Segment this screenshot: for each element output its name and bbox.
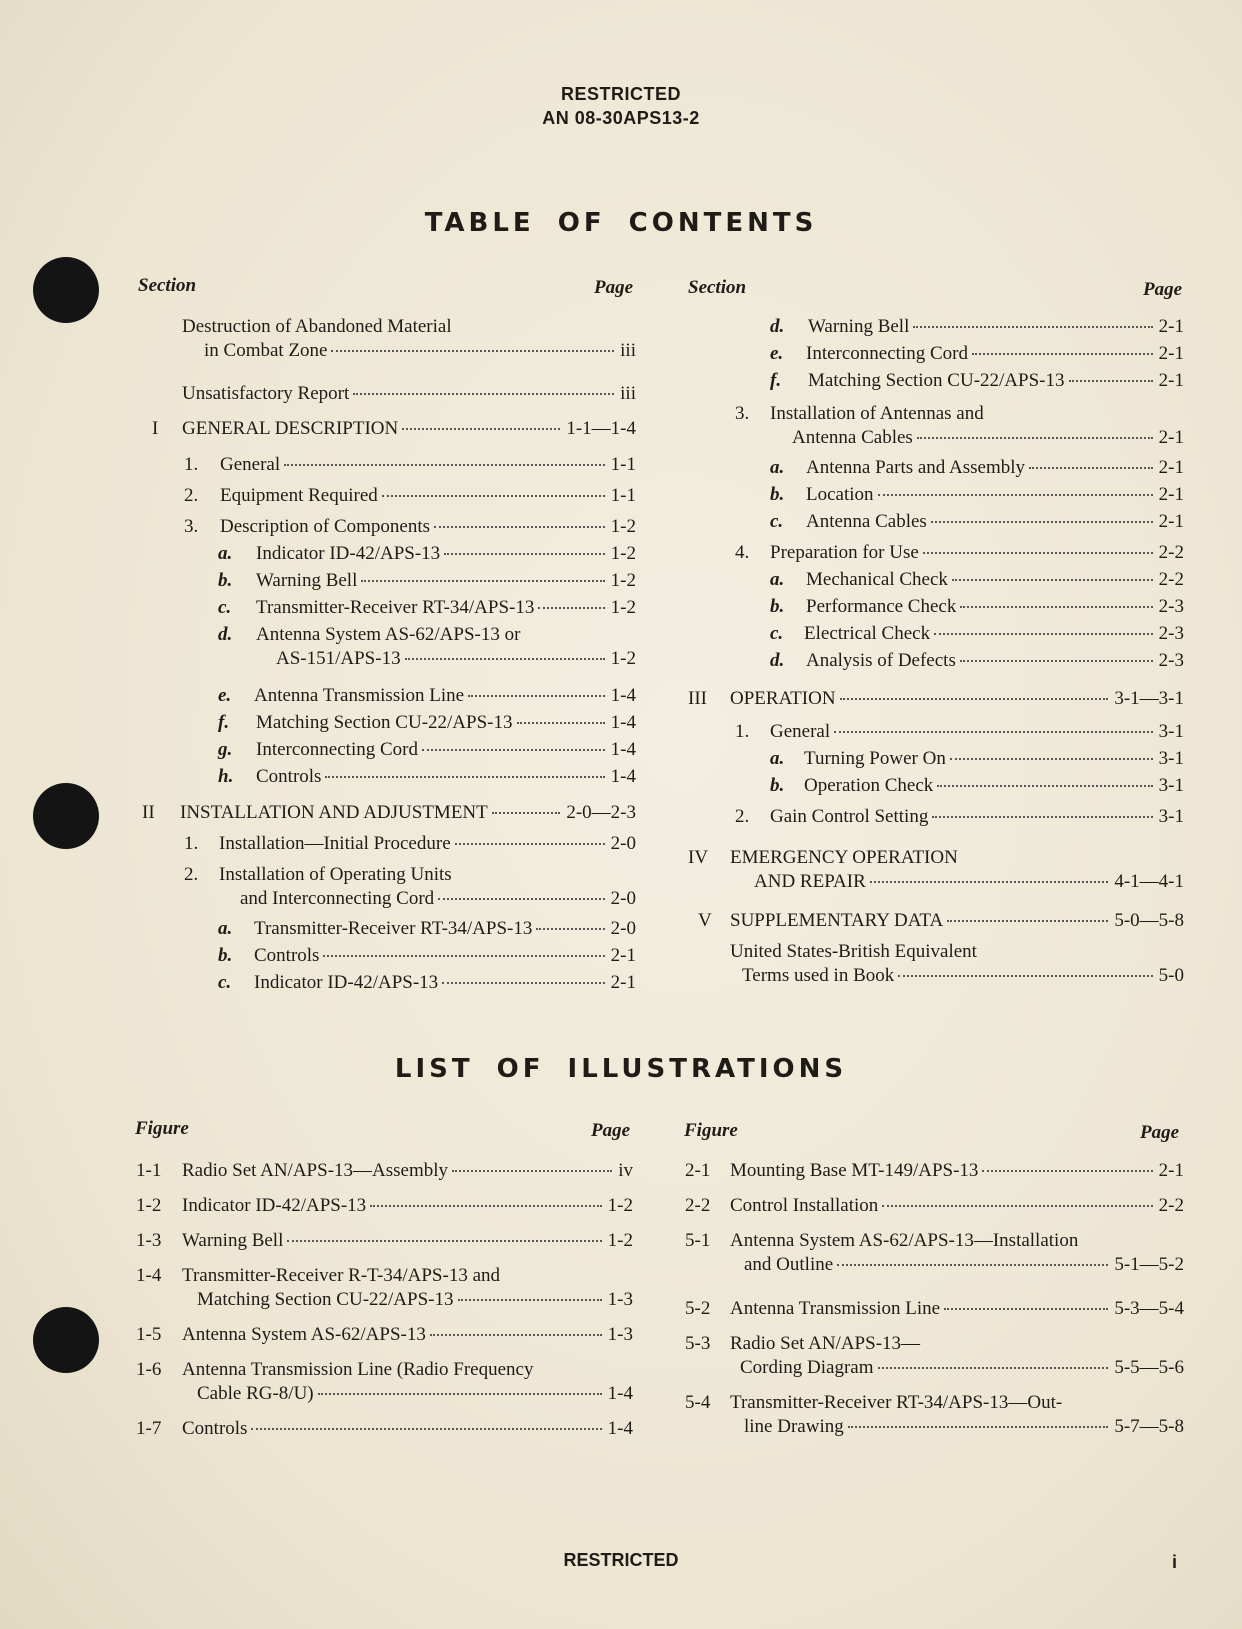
dot-leader — [468, 695, 605, 697]
toc-entry — [180, 802, 636, 824]
toc-entry — [806, 511, 1184, 533]
entry-page: 1-2 — [610, 597, 636, 618]
toc-entry — [182, 383, 636, 405]
toc-entry — [806, 650, 1184, 672]
entry-page: 1-2 — [610, 516, 636, 537]
entry-label-continued: and Outline — [744, 1254, 834, 1275]
entry-page: 5-0 — [1158, 965, 1184, 986]
toc-entry — [220, 516, 636, 538]
dot-leader — [331, 350, 614, 352]
entry-number: b. — [770, 775, 785, 796]
entry-page: 1-1—1-4 — [566, 418, 636, 439]
entry-number: 5-1 — [685, 1230, 711, 1251]
toc-entry — [197, 1383, 633, 1405]
toc-entry — [808, 370, 1184, 392]
entry-label: Matching Section CU-22/APS-13 — [808, 370, 1065, 391]
toc-entry — [204, 340, 636, 362]
entry-label: Mechanical Check — [806, 569, 948, 590]
toc-entry — [808, 316, 1184, 338]
entry-number: 2-1 — [685, 1160, 711, 1181]
toc-entry — [254, 685, 636, 707]
entry-label: GENERAL DESCRIPTION — [182, 418, 399, 439]
toc-entry — [240, 888, 636, 910]
entry-label: United States-British Equivalent — [730, 941, 977, 962]
entry-number: I — [152, 418, 159, 439]
toc-entry — [730, 1195, 1184, 1217]
entry-label: Antenna Transmission Line — [254, 685, 465, 706]
entry-number: f. — [218, 712, 230, 733]
entry-page: 2-1 — [1158, 511, 1184, 532]
entry-page: 1-2 — [610, 570, 636, 591]
entry-page: 3-1—3-1 — [1114, 688, 1184, 709]
entry-label: Controls — [256, 766, 322, 787]
entry-page: 2-0 — [610, 833, 636, 854]
entry-label: Installation of Antennas and — [770, 403, 984, 424]
dot-leader — [430, 1334, 602, 1336]
entry-number: g. — [218, 739, 233, 760]
entry-label: Indicator ID-42/APS-13 — [254, 972, 439, 993]
dot-leader — [931, 521, 1153, 523]
dot-leader — [917, 437, 1153, 439]
toc-entry — [754, 871, 1184, 893]
entry-label: Description of Components — [220, 516, 431, 537]
dot-leader — [1069, 380, 1153, 382]
entry-page: 5-0—5-8 — [1114, 910, 1184, 931]
entry-label: Operation Check — [804, 775, 934, 796]
dot-leader — [878, 1367, 1109, 1369]
entry-label: Warning Bell — [182, 1230, 284, 1251]
entry-label: Unsatisfactory Report — [182, 383, 350, 404]
dot-leader — [937, 785, 1152, 787]
toc-entry — [182, 1418, 633, 1440]
entry-page: 2-1 — [1158, 457, 1184, 478]
entry-number: c. — [770, 623, 784, 644]
entry-label-continued: AS-151/APS-13 — [276, 648, 401, 669]
toc-entry — [806, 484, 1184, 506]
entry-page: 1-4 — [610, 739, 636, 760]
entry-page: 1-2 — [607, 1230, 633, 1251]
toc-entry — [254, 918, 636, 940]
toc-entry — [744, 1254, 1184, 1276]
toc-title: TABLE OF CONTENTS — [424, 208, 818, 238]
dot-leader — [898, 975, 1152, 977]
dot-leader — [834, 731, 1153, 733]
entry-page: iv — [618, 1160, 633, 1181]
toc-entry — [792, 427, 1184, 449]
entry-page: 1-2 — [607, 1195, 633, 1216]
entry-label: Destruction of Abandoned Material — [182, 316, 452, 337]
entry-label: Matching Section CU-22/APS-13 — [256, 712, 513, 733]
toc-entry — [182, 1160, 633, 1182]
entry-label: Antenna System AS-62/APS-13—Installation — [730, 1230, 1079, 1251]
entry-page: 3-1 — [1158, 721, 1184, 742]
entry-page: 2-1 — [1158, 427, 1184, 448]
toc-entry — [276, 648, 636, 670]
dot-leader — [325, 776, 604, 778]
entry-label: OPERATION — [730, 688, 836, 709]
entry-number: a. — [770, 748, 785, 769]
entry-number: d. — [770, 316, 785, 337]
entry-number: a. — [218, 918, 233, 939]
entry-label: Antenna System AS-62/APS-13 — [182, 1324, 426, 1345]
entry-page: 1-2 — [610, 648, 636, 669]
entry-page: 1-4 — [607, 1418, 633, 1439]
entry-label: SUPPLEMENTARY DATA — [730, 910, 944, 931]
dot-leader — [318, 1393, 602, 1395]
entry-number: III — [688, 688, 707, 709]
loi-page-heading-right: Page — [1140, 1122, 1180, 1143]
entry-page: 3-1 — [1158, 775, 1184, 796]
entry-page: 2-0—2-3 — [566, 802, 636, 823]
entry-page: 5-5—5-6 — [1114, 1357, 1184, 1378]
entry-label-continued: AND REPAIR — [754, 871, 866, 892]
restricted-header: RESTRICTED — [560, 84, 681, 104]
entry-number: 1-6 — [136, 1359, 162, 1380]
entry-page: 2-1 — [1158, 484, 1184, 505]
entry-label: Antenna Cables — [806, 511, 927, 532]
entry-number: 1-7 — [136, 1418, 162, 1439]
dot-leader — [438, 898, 605, 900]
entry-label: Installation of Operating Units — [219, 864, 452, 885]
entry-label-continued: line Drawing — [744, 1416, 844, 1437]
dot-leader — [492, 812, 561, 814]
entry-label: Gain Control Setting — [770, 806, 929, 827]
toc-entry — [220, 485, 636, 507]
entry-number: 1-1 — [136, 1160, 162, 1181]
loi-page-heading-left: Page — [591, 1120, 631, 1141]
entry-page: 2-1 — [1158, 1160, 1184, 1181]
dot-leader — [870, 881, 1109, 883]
dot-leader — [287, 1240, 601, 1242]
dot-leader — [361, 580, 604, 582]
entry-label: Controls — [182, 1418, 248, 1439]
entry-number: 5-4 — [685, 1392, 711, 1413]
entry-label: Turning Power On — [804, 748, 946, 769]
dot-leader — [944, 1308, 1108, 1310]
entry-page: 2-3 — [1158, 650, 1184, 671]
entry-label-continued: in Combat Zone — [204, 340, 328, 361]
toc-entry — [770, 806, 1184, 828]
entry-label: Equipment Required — [220, 485, 378, 506]
dot-leader — [947, 920, 1108, 922]
dot-leader — [284, 464, 605, 466]
entry-number: 1-2 — [136, 1195, 162, 1216]
entry-page: 1-4 — [607, 1383, 633, 1404]
entry-page: 2-1 — [610, 972, 636, 993]
entry-page: 2-3 — [1158, 596, 1184, 617]
toc-entry — [730, 1160, 1184, 1182]
entry-number: d. — [218, 624, 233, 645]
entry-label: General — [220, 454, 281, 475]
toc-entry — [730, 688, 1184, 710]
entry-page: 1-1 — [610, 485, 636, 506]
toc-entry — [220, 454, 636, 476]
entry-number: 2. — [184, 864, 199, 885]
dot-leader — [455, 843, 605, 845]
toc-entry — [256, 597, 636, 619]
toc-entry — [804, 775, 1184, 797]
entry-number: a. — [770, 569, 785, 590]
entry-number: 1-5 — [136, 1324, 162, 1345]
dot-leader — [434, 526, 605, 528]
dot-leader — [848, 1426, 1109, 1428]
toc-entry — [744, 1416, 1184, 1438]
restricted-footer: RESTRICTED — [563, 1550, 679, 1570]
toc-entry — [256, 570, 636, 592]
entry-label-continued: Terms used in Book — [742, 965, 895, 986]
entry-number: e. — [218, 685, 232, 706]
dot-leader — [536, 928, 604, 930]
binder-hole — [33, 1307, 99, 1373]
entry-number: b. — [218, 945, 233, 966]
dot-leader — [982, 1170, 1152, 1172]
toc-entry — [804, 748, 1184, 770]
toc-entry — [219, 833, 636, 855]
entry-page: 2-2 — [1158, 569, 1184, 590]
toc-entry — [182, 1195, 633, 1217]
entry-page: 3-1 — [1158, 748, 1184, 769]
dot-leader — [323, 955, 604, 957]
entry-page: 2-0 — [610, 918, 636, 939]
toc-entry — [256, 739, 636, 761]
entry-label: Interconnecting Cord — [256, 739, 418, 760]
entry-label: Transmitter-Receiver RT-34/APS-13 — [254, 918, 533, 939]
entry-page: 1-4 — [610, 685, 636, 706]
entry-number: 3. — [735, 403, 750, 424]
entry-label-continued: Cable RG-8/U) — [197, 1383, 314, 1404]
toc-page-heading-left: Page — [594, 277, 634, 298]
entry-number: e. — [770, 343, 784, 364]
entry-number: 2. — [184, 485, 199, 506]
entry-number: 1-4 — [136, 1265, 162, 1286]
toc-entry — [806, 569, 1184, 591]
toc-entry — [182, 1230, 633, 1252]
entry-label-continued: Cording Diagram — [740, 1357, 874, 1378]
toc-entry — [254, 972, 636, 994]
dot-leader — [442, 982, 605, 984]
entry-number: 3. — [184, 516, 199, 537]
loi-title: LIST OF ILLUSTRATIONS — [394, 1054, 848, 1084]
entry-number: b. — [770, 596, 785, 617]
toc-section-heading-right: Section — [688, 277, 747, 298]
entry-page: 2-2 — [1158, 542, 1184, 563]
dot-leader — [251, 1428, 601, 1430]
entry-page: 2-1 — [1158, 343, 1184, 364]
toc-entry — [182, 1324, 633, 1346]
entry-label: Transmitter-Receiver R-T-34/APS-13 and — [182, 1265, 501, 1286]
dot-leader — [444, 553, 605, 555]
toc-entry — [770, 721, 1184, 743]
entry-page: 2-1 — [1158, 370, 1184, 391]
dot-leader — [932, 816, 1152, 818]
entry-page: 5-1—5-2 — [1114, 1254, 1184, 1275]
toc-entry — [740, 1357, 1184, 1379]
entry-number: II — [142, 802, 155, 823]
dot-leader — [950, 758, 1153, 760]
toc-entry — [804, 623, 1184, 645]
toc-entry — [806, 457, 1184, 479]
entry-label: Warning Bell — [256, 570, 358, 591]
entry-number: 1. — [735, 721, 750, 742]
dot-leader — [370, 1205, 602, 1207]
dot-leader — [405, 658, 605, 660]
entry-page: 1-1 — [610, 454, 636, 475]
loi-figure-heading-right: Figure — [684, 1120, 738, 1141]
entry-label: Antenna System AS-62/APS-13 or — [256, 624, 521, 645]
dot-leader — [840, 698, 1109, 700]
dot-leader — [458, 1299, 602, 1301]
entry-page: 2-0 — [610, 888, 636, 909]
entry-page: 1-2 — [610, 543, 636, 564]
entry-page: 2-3 — [1158, 623, 1184, 644]
entry-number: 1. — [184, 454, 199, 475]
entry-number: 4. — [735, 542, 750, 563]
entry-page: 2-1 — [610, 945, 636, 966]
dot-leader — [923, 552, 1153, 554]
page-number: i — [1172, 1552, 1178, 1572]
dot-leader — [952, 579, 1153, 581]
entry-page: 3-1 — [1158, 806, 1184, 827]
dot-leader — [422, 749, 605, 751]
entry-page: 1-3 — [607, 1289, 633, 1310]
entry-label: Control Installation — [730, 1195, 879, 1216]
toc-entry — [770, 542, 1184, 564]
entry-page: 2-1 — [1158, 316, 1184, 337]
entry-page: 5-3—5-4 — [1114, 1298, 1184, 1319]
entry-label-continued: and Interconnecting Cord — [240, 888, 435, 909]
entry-number: 5-3 — [685, 1333, 711, 1354]
entry-label: Antenna Transmission Line (Radio Frequency — [182, 1359, 534, 1380]
dot-leader — [402, 428, 560, 430]
entry-label: Indicator ID-42/APS-13 — [256, 543, 441, 564]
dot-leader — [837, 1264, 1108, 1266]
toc-entry — [742, 965, 1184, 987]
entry-number: 1. — [184, 833, 199, 854]
dot-leader — [1029, 467, 1153, 469]
entry-label: Performance Check — [806, 596, 957, 617]
entry-label: Radio Set AN/APS-13— — [730, 1333, 921, 1354]
entry-number: a. — [218, 543, 233, 564]
entry-number: V — [698, 910, 712, 931]
entry-label: Controls — [254, 945, 320, 966]
entry-label: Electrical Check — [804, 623, 931, 644]
toc-entry — [197, 1289, 633, 1311]
entry-page: iii — [620, 383, 636, 404]
loi-figure-heading-left: Figure — [135, 1118, 189, 1139]
entry-label: Installation—Initial Procedure — [219, 833, 451, 854]
dot-leader — [913, 326, 1152, 328]
entry-number: h. — [218, 766, 234, 787]
entry-number: c. — [770, 511, 784, 532]
entry-page: 1-3 — [607, 1324, 633, 1345]
entry-label: Warning Bell — [808, 316, 910, 337]
dot-leader — [538, 607, 604, 609]
dot-leader — [353, 393, 614, 395]
toc-section-heading-left: Section — [138, 275, 197, 296]
toc-entry — [182, 418, 636, 440]
entry-number: c. — [218, 597, 232, 618]
entry-page: 2-2 — [1158, 1195, 1184, 1216]
entry-number: IV — [688, 847, 709, 868]
entry-number: b. — [770, 484, 785, 505]
entry-label: INSTALLATION AND ADJUSTMENT — [180, 802, 488, 823]
entry-label: Mounting Base MT-149/APS-13 — [730, 1160, 979, 1181]
entry-number: 1-3 — [136, 1230, 162, 1251]
entry-label: Antenna Parts and Assembly — [806, 457, 1026, 478]
entry-label: Radio Set AN/APS-13—Assembly — [182, 1160, 449, 1181]
dot-leader — [382, 495, 605, 497]
entry-label: Location — [806, 484, 874, 505]
entry-label: Transmitter-Receiver RT-34/APS-13 — [256, 597, 535, 618]
dot-leader — [882, 1205, 1152, 1207]
entry-page: 5-7—5-8 — [1114, 1416, 1184, 1437]
entry-page: 1-4 — [610, 766, 636, 787]
binder-hole — [33, 257, 99, 323]
entry-number: 2. — [735, 806, 750, 827]
toc-entry — [806, 343, 1184, 365]
entry-label: Analysis of Defects — [806, 650, 956, 671]
entry-label: EMERGENCY OPERATION — [730, 847, 958, 868]
toc-entry — [730, 1298, 1184, 1320]
entry-number: d. — [770, 650, 785, 671]
entry-number: b. — [218, 570, 233, 591]
dot-leader — [960, 660, 1153, 662]
toc-entry — [730, 910, 1184, 932]
entry-label: Antenna Transmission Line — [730, 1298, 941, 1319]
entry-label-continued: Matching Section CU-22/APS-13 — [197, 1289, 454, 1310]
dot-leader — [972, 353, 1153, 355]
dot-leader — [934, 633, 1153, 635]
toc-entry — [806, 596, 1184, 618]
entry-page: iii — [620, 340, 636, 361]
toc-entry — [254, 945, 636, 967]
toc-entry — [256, 712, 636, 734]
entry-label: General — [770, 721, 831, 742]
dot-leader — [878, 494, 1153, 496]
entry-label: Indicator ID-42/APS-13 — [182, 1195, 367, 1216]
toc-entry — [256, 543, 636, 565]
entry-label-continued: Antenna Cables — [792, 427, 913, 448]
toc-entry — [256, 766, 636, 788]
dot-leader — [517, 722, 605, 724]
entry-number: f. — [770, 370, 782, 391]
entry-label: Transmitter-Receiver RT-34/APS-13—Out- — [730, 1392, 1063, 1413]
dot-leader — [452, 1170, 612, 1172]
entry-label: Preparation for Use — [770, 542, 919, 563]
toc-page-heading-right: Page — [1143, 279, 1183, 300]
entry-number: a. — [770, 457, 785, 478]
binder-hole — [33, 783, 99, 849]
entry-number: 5-2 — [685, 1298, 711, 1319]
entry-number: 2-2 — [685, 1195, 711, 1216]
entry-page: 1-4 — [610, 712, 636, 733]
entry-label: Interconnecting Cord — [806, 343, 968, 364]
entry-number: c. — [218, 972, 232, 993]
document-number: AN 08-30APS13-2 — [542, 108, 700, 128]
dot-leader — [960, 606, 1152, 608]
entry-page: 4-1—4-1 — [1114, 871, 1184, 892]
